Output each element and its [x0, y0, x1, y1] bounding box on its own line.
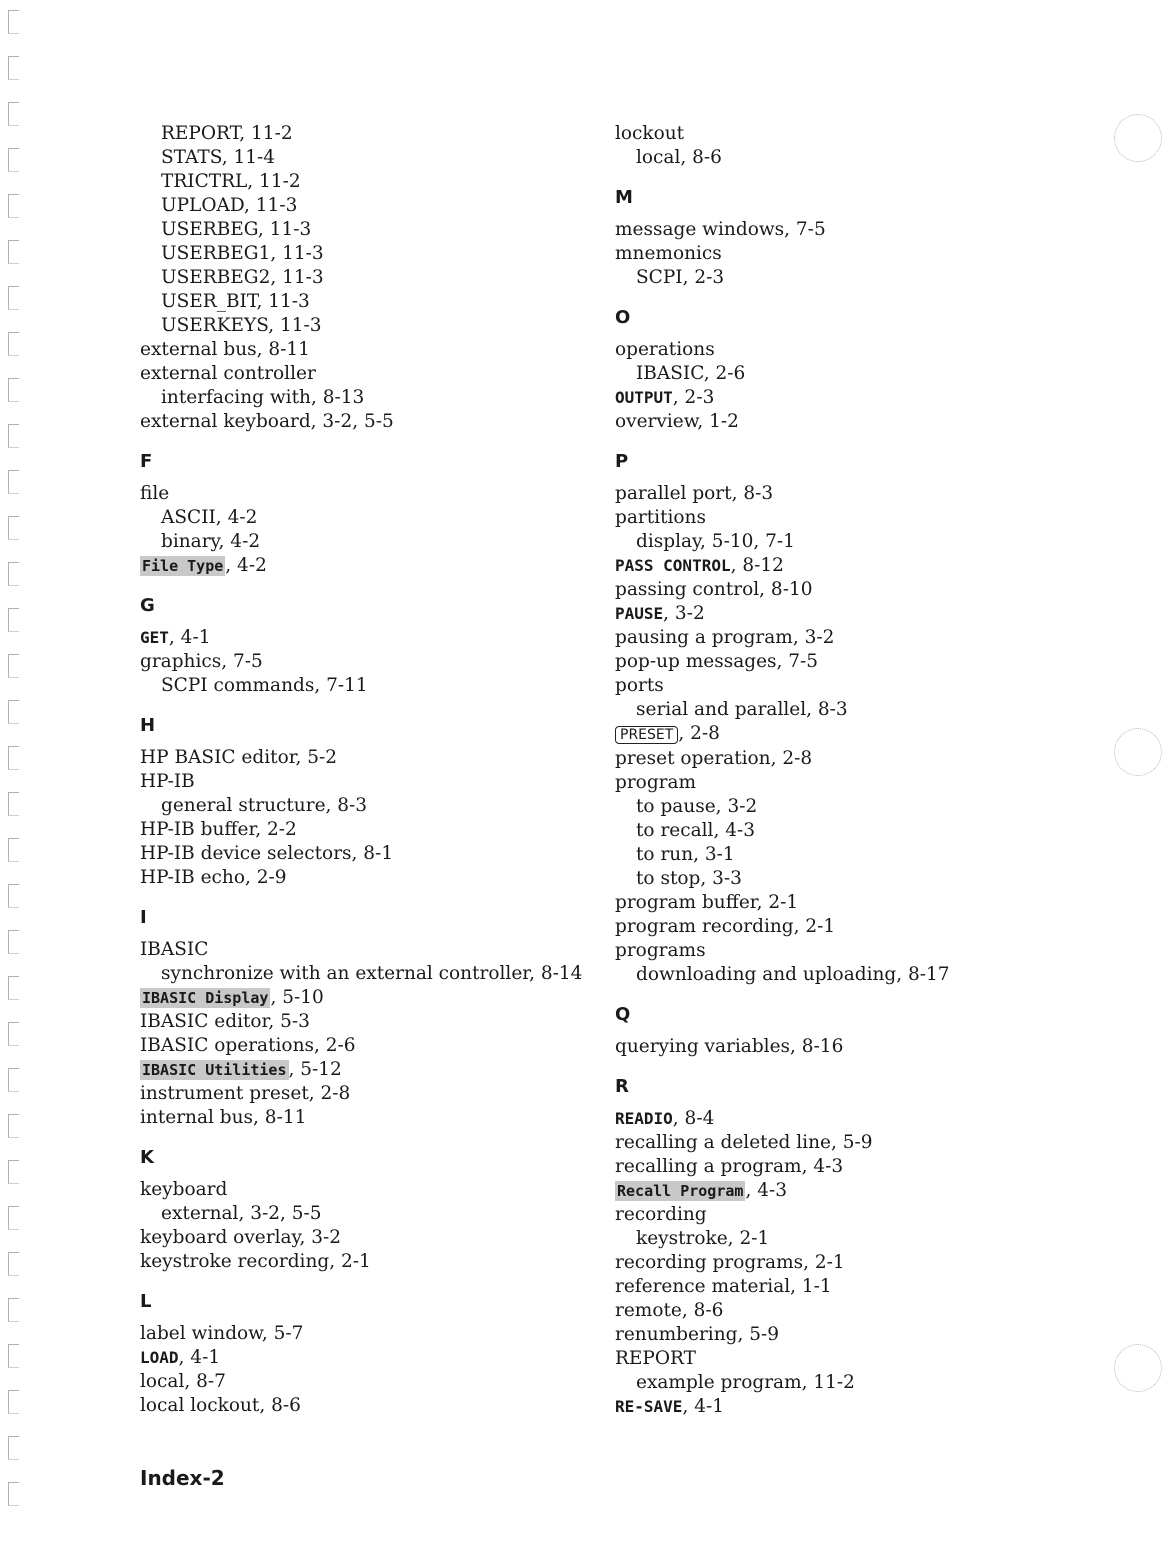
entry-text: ports [615, 675, 664, 696]
entry-text: programs [615, 940, 706, 961]
entry-text: HP-IB device selectors, 8-1 [140, 843, 394, 864]
index-entry [140, 554, 580, 578]
entry-text: querying variables, 8-16 [615, 1036, 844, 1057]
entry-text: program recording, 2-1 [615, 916, 836, 937]
entry-text: external bus, 8-11 [140, 339, 310, 360]
entry-text: message windows, 7-5 [615, 219, 826, 240]
index-subentry [140, 386, 580, 410]
index-entry [615, 1395, 1055, 1419]
entry-text: parallel port, 8-3 [615, 483, 774, 504]
index-entry [615, 722, 1055, 747]
entry-text: REPORT, 11-2 [161, 123, 293, 144]
entry-text: , 8-4 [672, 1108, 715, 1129]
section-letter: F [140, 451, 153, 472]
entry-text: serial and parallel, 8-3 [636, 699, 848, 720]
index-entry [140, 482, 580, 506]
index-entry [140, 1370, 580, 1394]
entry-text: HP BASIC editor, 5-2 [140, 747, 338, 768]
index-entry [615, 1155, 1055, 1179]
entry-text: keyboard [140, 1179, 228, 1200]
command-keyword: OUTPUT [615, 388, 673, 407]
index-entry [615, 386, 1055, 410]
index-subentry [615, 530, 1055, 554]
section-letter: M [615, 187, 633, 208]
index-subentry [140, 674, 580, 698]
index-entry [140, 1226, 580, 1250]
index-column-left [140, 122, 583, 1418]
edge-tab-mark [8, 608, 19, 632]
entry-text: HP-IB [140, 771, 195, 792]
entry-text: mnemonics [615, 243, 722, 264]
softkey-label: Recall Program [617, 1182, 744, 1200]
index-entry [140, 1058, 580, 1082]
index-entry [615, 747, 1055, 771]
softkey-label: IBASIC Display [142, 989, 269, 1007]
index-entry [140, 338, 580, 362]
index-entry [140, 938, 580, 962]
entry-text: TRICTRL, 11-2 [161, 171, 301, 192]
index-subentry [140, 530, 580, 554]
entry-text: local, 8-6 [636, 147, 722, 168]
index-entry [615, 410, 1055, 434]
entry-text: IBASIC, 2-6 [636, 363, 746, 384]
index-subentry [615, 843, 1055, 867]
entry-text: recording programs, 2-1 [615, 1252, 845, 1273]
index-subentry [615, 963, 1055, 987]
index-entry [615, 915, 1055, 939]
entry-text: , 4-3 [745, 1180, 787, 1201]
index-entry [615, 482, 1055, 506]
index-entry [615, 1323, 1055, 1347]
entry-text: SCPI commands, 7-11 [161, 675, 368, 696]
entry-text: , 4-1 [682, 1396, 724, 1417]
index-entry [140, 650, 580, 674]
index-subentry [140, 266, 580, 290]
edge-tab-mark [8, 562, 19, 586]
index-entry [615, 891, 1055, 915]
index-entry [140, 1178, 580, 1202]
edge-tab-mark [8, 470, 19, 494]
edge-tab-mark [8, 1114, 19, 1138]
entry-text: instrument preset, 2-8 [140, 1083, 351, 1104]
section-letter: G [140, 595, 155, 616]
edge-tab-mark [8, 378, 19, 402]
entry-text: remote, 8-6 [615, 1300, 724, 1321]
entry-text: , 4-2 [225, 555, 267, 576]
index-subentry [140, 314, 580, 338]
entry-text: USERBEG1, 11-3 [161, 243, 324, 264]
entry-text: ASCII, 4-2 [161, 507, 258, 528]
index-entry [140, 1034, 580, 1058]
index-entry [140, 1010, 580, 1034]
index-entry [615, 218, 1055, 242]
edge-tab-mark [8, 1344, 19, 1368]
command-keyword: READIO [615, 1109, 673, 1128]
page-number: Index-2 [140, 1466, 225, 1490]
entry-text: local, 8-7 [140, 1371, 226, 1392]
index-entry [615, 122, 1055, 146]
entry-text: partitions [615, 507, 706, 528]
edge-tab-mark [8, 148, 19, 172]
entry-text: example program, 11-2 [636, 1372, 855, 1393]
command-keyword: RE-SAVE [615, 1397, 683, 1416]
entry-text: , 2-8 [678, 723, 720, 744]
entry-text: label window, 5-7 [140, 1323, 304, 1344]
entry-text: USERBEG2, 11-3 [161, 267, 324, 288]
edge-tab-mark [8, 976, 19, 1000]
entry-text: general structure, 8-3 [161, 795, 368, 816]
entry-text: IBASIC operations, 2-6 [140, 1035, 356, 1056]
index-subentry [615, 362, 1055, 386]
index-entry [615, 602, 1055, 626]
entry-text: external keyboard, 3-2, 5-5 [140, 411, 394, 432]
index-subentry [615, 867, 1055, 891]
entry-text: keystroke recording, 2-1 [140, 1251, 371, 1272]
edge-tab-mark [8, 654, 19, 678]
entry-text: passing control, 8-10 [615, 579, 813, 600]
entry-text: to stop, 3-3 [636, 868, 742, 889]
section-letter: K [140, 1147, 154, 1168]
index-subentry [140, 242, 580, 266]
edge-tab-mark [8, 1390, 19, 1414]
section-letter: H [140, 715, 156, 736]
edge-tab-mark [8, 424, 19, 448]
entry-text: program buffer, 2-1 [615, 892, 799, 913]
entry-text: pausing a program, 3-2 [615, 627, 835, 648]
index-subentry [140, 146, 580, 170]
index-entry [140, 1322, 580, 1346]
index-entry [140, 770, 580, 794]
entry-text: UPLOAD, 11-3 [161, 195, 298, 216]
edge-tab-mark [8, 1160, 19, 1184]
entry-text: local lockout, 8-6 [140, 1395, 301, 1416]
index-entry [140, 866, 580, 890]
index-entry [140, 1250, 580, 1274]
entry-text: display, 5-10, 7-1 [636, 531, 795, 552]
entry-text: , 3-2 [663, 603, 705, 624]
entry-text: graphics, 7-5 [140, 651, 263, 672]
edge-tab-mark [8, 838, 19, 862]
entry-text: , 5-12 [288, 1059, 342, 1080]
entry-text: STATS, 11-4 [161, 147, 276, 168]
section-letter: O [615, 307, 631, 328]
section-letter: Q [615, 1004, 631, 1025]
entry-text: binary, 4-2 [161, 531, 261, 552]
edge-tab-mark [8, 102, 19, 126]
index-subentry [140, 122, 580, 146]
edge-tab-mark [8, 1482, 19, 1506]
entry-text: internal bus, 8-11 [140, 1107, 307, 1128]
index-entry [140, 1394, 580, 1418]
command-keyword: GET [140, 628, 169, 647]
entry-text: , 8-12 [730, 555, 784, 576]
entry-text: reference material, 1-1 [615, 1276, 832, 1297]
entry-text: recalling a program, 4-3 [615, 1156, 844, 1177]
index-subentry [140, 218, 580, 242]
entry-text: program [615, 772, 697, 793]
edge-tab-mark [8, 332, 19, 356]
index-entry [140, 1106, 580, 1130]
index-subentry [140, 506, 580, 530]
index-entry [615, 506, 1055, 530]
edge-tab-mark [8, 56, 19, 80]
index-entry [615, 554, 1055, 578]
index-entry [140, 626, 580, 650]
index-entry [615, 626, 1055, 650]
entry-text: downloading and uploading, 8-17 [636, 964, 950, 985]
index-subentry [140, 170, 580, 194]
entry-text: USERBEG, 11-3 [161, 219, 312, 240]
index-entry [615, 771, 1055, 795]
entry-text: SCPI, 2-3 [636, 267, 725, 288]
index-entry [615, 338, 1055, 362]
edge-tab-mark [8, 1436, 19, 1460]
section-letter: P [615, 451, 629, 472]
index-subentry [615, 146, 1055, 170]
index-entry [140, 818, 580, 842]
edge-tab-mark [8, 1252, 19, 1276]
index-entry [615, 1275, 1055, 1299]
entry-text: USER_BIT, 11-3 [161, 291, 310, 312]
index-column-right [615, 122, 1055, 1419]
softkey-label: IBASIC Utilities [142, 1061, 287, 1079]
entry-text: IBASIC [140, 939, 209, 960]
entry-text: recalling a deleted line, 5-9 [615, 1132, 873, 1153]
edge-tab-mark [8, 930, 19, 954]
index-entry [140, 410, 580, 434]
entry-text: keystroke, 2-1 [636, 1228, 770, 1249]
command-keyword: PAUSE [615, 604, 664, 623]
command-keyword: PASS CONTROL [615, 556, 731, 575]
index-entry [615, 1131, 1055, 1155]
index-entry [615, 1179, 1055, 1203]
entry-text: HP-IB echo, 2-9 [140, 867, 287, 888]
index-subentry [140, 794, 580, 818]
index-subentry [615, 1371, 1055, 1395]
edge-tab-mark [8, 1298, 19, 1322]
index-entry [140, 746, 580, 770]
entry-text: IBASIC editor, 5-3 [140, 1011, 310, 1032]
section-letter: I [140, 907, 147, 928]
index-entry [140, 1346, 580, 1370]
section-letter: R [615, 1076, 629, 1097]
entry-text: , 5-10 [270, 987, 324, 1008]
entry-text: file [140, 483, 170, 504]
edge-tab-mark [8, 286, 19, 310]
entry-text: , 4-1 [178, 1347, 221, 1368]
index-subentry [615, 1227, 1055, 1251]
entry-text: external, 3-2, 5-5 [161, 1203, 322, 1224]
index-subentry [615, 819, 1055, 843]
index-subentry [140, 194, 580, 218]
index-entry [615, 1251, 1055, 1275]
index-entry [140, 362, 580, 386]
entry-text: operations [615, 339, 715, 360]
entry-text: , 2-3 [672, 387, 715, 408]
index-entry [615, 1035, 1055, 1059]
edge-tab-mark [8, 10, 19, 34]
entry-text: overview, 1-2 [615, 411, 739, 432]
index-entry [140, 986, 580, 1010]
index-entry [140, 842, 580, 866]
entry-text: interfacing with, 8-13 [161, 387, 365, 408]
edge-tab-mark [8, 884, 19, 908]
edge-tab-mark [8, 700, 19, 724]
binder-hole [1114, 114, 1162, 162]
index-entry [615, 674, 1055, 698]
index-entry [615, 1107, 1055, 1131]
index-entry [615, 242, 1055, 266]
index-subentry [140, 1202, 580, 1226]
entry-text: REPORT [615, 1348, 696, 1369]
index-subentry [140, 290, 580, 314]
entry-text: to recall, 4-3 [636, 820, 756, 841]
index-entry [615, 1299, 1055, 1323]
command-keyword: LOAD [140, 1348, 179, 1367]
entry-text: USERKEYS, 11-3 [161, 315, 322, 336]
hardkey-label: PRESET [615, 726, 678, 744]
index-entry [140, 1082, 580, 1106]
binder-hole [1114, 1344, 1162, 1392]
entry-text: preset operation, 2-8 [615, 748, 813, 769]
index-entry [615, 1203, 1055, 1227]
edge-tab-mark [8, 516, 19, 540]
entry-text: pop-up messages, 7-5 [615, 651, 819, 672]
index-subentry [615, 698, 1055, 722]
edge-tab-mark [8, 194, 19, 218]
entry-text: to run, 3-1 [636, 844, 735, 865]
entry-text: lockout [615, 123, 685, 144]
index-entry [615, 939, 1055, 963]
index-entry [615, 1347, 1055, 1371]
index-subentry [615, 266, 1055, 290]
edge-tab-mark [8, 240, 19, 264]
entry-text: renumbering, 5-9 [615, 1324, 780, 1345]
edge-tab-mark [8, 792, 19, 816]
entry-text: to pause, 3-2 [636, 796, 758, 817]
edge-tab-mark [8, 1206, 19, 1230]
entry-text: , 4-1 [168, 627, 211, 648]
entry-text: synchronize with an external controller, 8-14 [161, 963, 583, 984]
edge-tab-mark [8, 746, 19, 770]
binder-hole [1114, 728, 1162, 776]
section-letter: L [140, 1291, 152, 1312]
entry-text: HP-IB buffer, 2-2 [140, 819, 297, 840]
index-subentry [140, 962, 583, 986]
index-entry [615, 578, 1055, 602]
entry-text: recording [615, 1204, 707, 1225]
entry-text: keyboard overlay, 3-2 [140, 1227, 342, 1248]
edge-tab-mark [8, 1022, 19, 1046]
softkey-label: File Type [142, 557, 224, 575]
index-subentry [615, 795, 1055, 819]
entry-text: external controller [140, 363, 316, 384]
edge-tab-mark [8, 1068, 19, 1092]
index-entry [615, 650, 1055, 674]
